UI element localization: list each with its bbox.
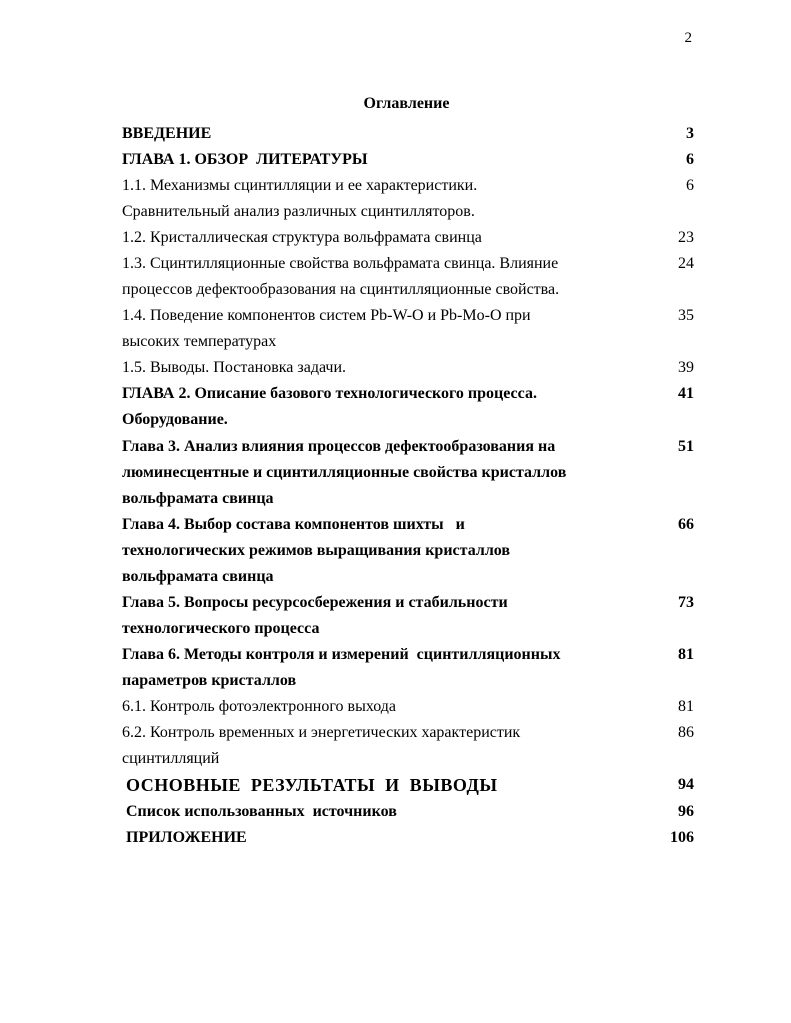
toc-entry-1-3 <box>122 251 694 303</box>
toc-entry-page: 81 <box>678 698 694 715</box>
toc-entry-references <box>126 799 694 825</box>
toc-entry-appendix <box>126 825 694 851</box>
toc-entry-page: 24 <box>678 255 694 272</box>
toc-entry-text: 6.1. Контроль фотоэлектронного выхода <box>122 698 397 715</box>
toc-entry-page: 96 <box>678 803 694 820</box>
toc-entry-text: 6.2. Контроль временных и энергетических характеристик сцинтилляций <box>122 724 521 767</box>
toc-entry-1-2 <box>122 225 694 251</box>
toc-entry-page: 86 <box>678 724 694 741</box>
toc-entry-6-1 <box>122 694 694 720</box>
toc-entry-text: ГЛАВА 1. ОБЗОР ЛИТЕРАТУРЫ <box>122 151 368 168</box>
toc-entry-text: 1.2. Кристаллическая структура вольфрамата свинца <box>122 229 482 246</box>
toc-entry-page: 81 <box>678 646 694 663</box>
toc-entry-page: 6 <box>686 151 694 168</box>
toc-entry-text: Глава 4. Выбор состава компонентов шихты и технологических режимов выращивания кристаллов вольфрамата свинца <box>122 516 511 585</box>
toc-entry-page: 94 <box>678 776 694 793</box>
toc-entry-chapter-4 <box>122 512 694 590</box>
toc-entry-text: Глава 3. Анализ влияния процессов дефектообразования на люминесцентные и сцинтилляционные свойства кристаллов вольфрамата свинца <box>122 438 567 507</box>
toc-entry-page: 41 <box>678 385 694 402</box>
toc-entry-page: 6 <box>686 177 694 194</box>
toc-entry-text: Глава 5. Вопросы ресурсосбережения и стабильности технологического процесса <box>122 594 508 637</box>
toc-entry-results <box>126 772 694 798</box>
toc-entry-chapter-2 <box>122 381 694 433</box>
page-number: 2 <box>684 30 692 46</box>
toc-entry-text: 1.4. Поведение компонентов систем Pb-W-O и Pb-Mo-O при высоких температурах <box>122 307 531 350</box>
toc-title: Оглавление <box>363 95 450 112</box>
toc-entry-chapter-3 <box>122 434 694 512</box>
toc-entry-1-1 <box>122 173 694 225</box>
toc-entry-text: 1.1. Механизмы сцинтилляции и ее характеристики. Сравнительный анализ различных сцинтилляторов. <box>122 177 478 220</box>
toc-entry-page: 106 <box>670 829 694 846</box>
toc-entry-page: 23 <box>678 229 694 246</box>
toc-entry-1-5 <box>122 355 694 381</box>
toc-entry-page: 73 <box>678 594 694 611</box>
toc-entry-page: 3 <box>686 125 694 142</box>
toc-entry-page: 66 <box>678 516 694 533</box>
toc-entry-chapter-5 <box>122 590 694 642</box>
toc-entry-text: ОСНОВНЫЕ РЕЗУЛЬТАТЫ И ВЫВОДЫ <box>126 775 498 795</box>
toc-entry-text: 1.3. Сцинтилляционные свойства вольфрамата свинца. Влияние процессов дефектообразования на сцинтилляционные свойства. <box>122 255 560 298</box>
toc-entry-page: 35 <box>678 307 694 324</box>
toc-entry-text: 1.5. Выводы. Постановка задачи. <box>122 359 347 376</box>
toc-entry-text: Список использованных источников <box>126 803 397 820</box>
toc-entry-text: ПРИЛОЖЕНИЕ <box>126 829 247 846</box>
toc-entry-text: ГЛАВА 2. Описание базового технологического процесса. Оборудование. <box>122 385 537 428</box>
toc-entry-text: Глава 6. Методы контроля и измерений сцинтилляционных параметров кристаллов <box>122 646 561 689</box>
toc-entry-text: ВВЕДЕНИЕ <box>122 125 212 142</box>
toc-entry-chapter-6 <box>122 642 694 694</box>
toc-entry-page: 51 <box>678 438 694 455</box>
toc-entry-chapter-1 <box>122 147 694 173</box>
toc-entry-introduction <box>122 121 694 147</box>
toc-entry-6-2 <box>122 720 694 772</box>
toc-entry-1-4 <box>122 303 694 355</box>
toc-entry-page: 39 <box>678 359 694 376</box>
